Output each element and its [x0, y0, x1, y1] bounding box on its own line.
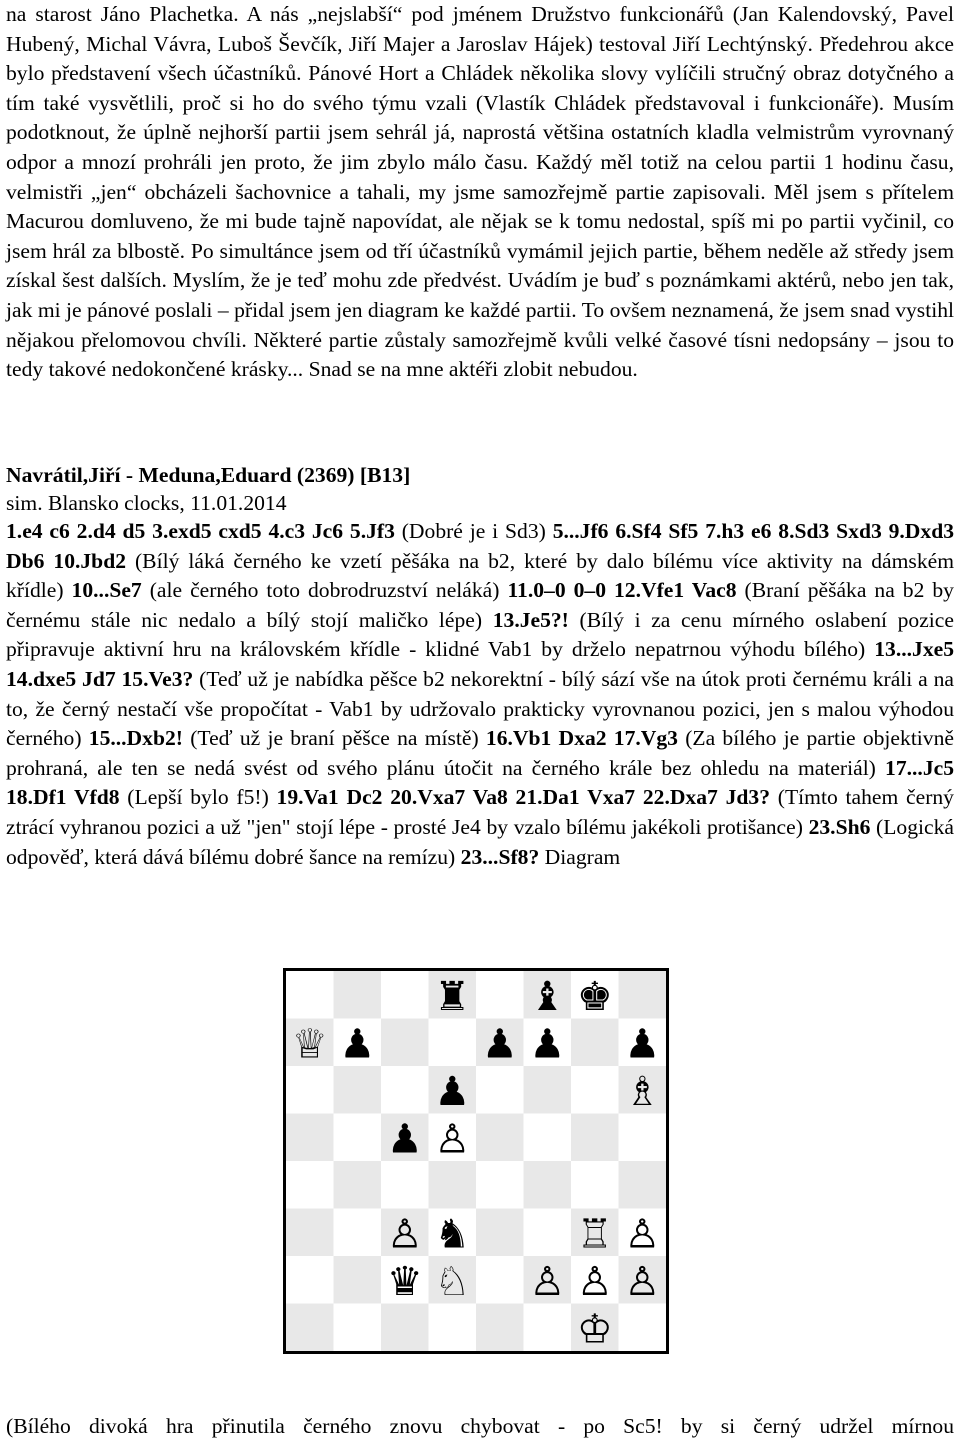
white-rook-icon: ♖: [576, 1211, 613, 1258]
board-square: [286, 1161, 334, 1209]
board-square: [286, 1256, 334, 1304]
move-text: 16.Vb1 Dxa2 17.Vg3: [485, 726, 678, 751]
move-text: (Dobré je i Sd3): [394, 519, 553, 543]
move-text: 13...Jxe5 14.dxe5 Jd7 15.Ve3?: [6, 637, 954, 691]
game-moves: [6, 517, 954, 872]
black-rook-icon: ♜: [434, 973, 471, 1020]
move-text: 23.Sh6: [808, 814, 871, 839]
chess-diagram: [283, 968, 669, 1354]
board-square: [429, 1304, 477, 1352]
move-text: 1.e4 c6 2.d4 d5 3.exd5 cxd5 4.c3 Jc6 5.Jf3: [6, 519, 395, 543]
white-pawn-icon: ♙: [434, 1116, 471, 1163]
white-queen-icon: ♕: [291, 1021, 328, 1068]
board-square: [381, 1304, 429, 1352]
move-text: (ale černého toto dobrodruzství neláká): [141, 578, 508, 603]
black-pawn-icon: ♟: [624, 1021, 661, 1068]
move-text: 17...Jc5 18.Df1 Vfd8: [6, 755, 954, 810]
board-square: [334, 1066, 382, 1114]
white-pawn-icon: ♙: [624, 1211, 661, 1258]
board-square: [286, 1066, 334, 1114]
black-pawn-icon: ♟: [339, 1021, 376, 1068]
move-text: 19.Va1 Dc2 20.Vxa7 Va8 21.Da1 Vxa7 22.Dxa7 Jd3?: [276, 785, 770, 810]
move-text: 11.0–0 0–0 12.Vfe1 Vac8: [507, 578, 737, 603]
game-event: sim. Blansko clocks, 11.01.2014: [6, 491, 287, 515]
black-pawn-icon: ♟: [386, 1116, 423, 1163]
chessboard: [283, 968, 669, 1354]
white-pawn-icon: ♙: [624, 1258, 661, 1305]
move-text: (Teď už je braní pěšce na místě): [182, 726, 486, 751]
move-text: (Bílý láká černého ke vzetí pěšáka na b2, které by dalo bílému více aktivity na dámském křídle): [6, 548, 954, 603]
board-square: [286, 1304, 334, 1352]
board-square: [381, 971, 429, 1019]
board-square: [476, 1114, 524, 1162]
board-square: [381, 1161, 429, 1209]
board-square: [524, 1161, 572, 1209]
board-square: [619, 971, 667, 1019]
board-square: [571, 1161, 619, 1209]
move-text: 13.Je5?!: [492, 607, 569, 632]
move-text: (Logická odpověď, která dává bílému dobré šance na remízu): [6, 814, 954, 869]
move-text: 23...Sf8?: [460, 844, 540, 869]
move-text: Diagram: [539, 844, 621, 869]
board-square: [286, 1209, 334, 1257]
board-square: [476, 1256, 524, 1304]
move-text: 10...Se7: [71, 578, 142, 603]
board-square: [619, 1304, 667, 1352]
game-header: [6, 461, 954, 517]
board-square: [334, 1304, 382, 1352]
black-pawn-icon: ♟: [529, 1021, 566, 1068]
black-king-icon: ♚: [576, 973, 613, 1020]
board-square: [334, 1209, 382, 1257]
move-text: (Braní pěšáka na b2 by černému stále nic nedalo a bílý stojí maličko lépe): [6, 578, 954, 632]
board-square: [524, 1114, 572, 1162]
move-text: 5...Jf6 6.Sf4 Sf5 7.h3 e6 8.Sd3 Sxd3 9.Dxd3 Db6 10.Jbd2: [6, 519, 955, 573]
diagram-caption: (Bílého divoká hra přinutila černého znovu chybovat - po Sc5! by si černý udržel mírnou: [6, 1414, 954, 1438]
board-square: [524, 1304, 572, 1352]
board-square: [571, 1019, 619, 1067]
board-square: [524, 1066, 572, 1114]
white-pawn-icon: ♙: [386, 1211, 423, 1258]
move-text: 15...Dxb2!: [88, 726, 183, 751]
move-text: (Lepší bylo f5!): [119, 785, 277, 810]
board-square: [476, 1161, 524, 1209]
board-square: [619, 1161, 667, 1209]
board-square: [476, 971, 524, 1019]
board-square: [476, 1066, 524, 1114]
black-pawn-icon: ♟: [434, 1068, 471, 1115]
intro-paragraph: [6, 0, 954, 385]
board-square: [381, 1066, 429, 1114]
board-square: [334, 1161, 382, 1209]
board-square: [571, 1114, 619, 1162]
game-players: Navrátil,Jiří - Meduna,Eduard (2369) [B13]: [6, 463, 411, 487]
board-square: [381, 1019, 429, 1067]
board-square: [334, 1256, 382, 1304]
intro-text: na starost Jáno Plachetka. A nás „nejslabší“ pod jménem Družstvo funkcionářů (Jan Kalendovský, Pavel Hubený, Michal Vávra, Luboš Ševčík, Jiří Majer a Jaroslav Hájek) testoval Jiří Lechtýnský. Předehrou akce bylo představení všech účastníků. Pánové Hort a Chládek několika slovy vylíčili stručný obraz dotyčného a tím také vysvětlili, proč si ho do svého týmu vzali (Vlastík Chládek představoval i funkcionáře). Musím podotknout, že úplně nejhorší partii jsem sehrál já, naprostá většina ostatních kladla velmistrům vyrovnaný odpor a mnozí prohráli jen proto, že jim zbylo málo času. Každý měl totiž na celou partii 1 hodinu času, velmistři „jen“ obcházeli šachovnice a tahali, my jsme samozřejmě partie zapisovali. Měl jsem s přítelem Macurou domluveno, že mi bude tajně napovídat, ale nějak se k tomu nedostal, spíš mi po partii vyčinil, co jsem hrál za blbostě. Po simultánce jsem od tří účastníků vymámil jejich partie, během neděle až středy jsem získal šest dalších. Myslím, že je teď mohu zde předvést. Uvádím je buď s poznámkami aktérů, nebo jen tak, jak mi je pánové poslali – přidal jsem jen diagram ke každé partii. To ovšem neznamená, že jsem snad vystihl nějakou přelomovou chvíli. Některé partie zůstaly samozřejmě kvůli velké časové tísni nedopsány – jsou to tedy takové nedokončené krásky... Snad se na mne aktéři zlobit nebudou.: [6, 2, 954, 382]
white-king-icon: ♔: [576, 1306, 613, 1353]
black-bishop-icon: ♝: [529, 973, 566, 1020]
board-square: [286, 971, 334, 1019]
black-pawn-icon: ♟: [481, 1021, 518, 1068]
white-pawn-icon: ♙: [529, 1258, 566, 1305]
white-pawn-icon: ♙: [576, 1258, 613, 1305]
board-square: [476, 1304, 524, 1352]
black-knight-icon: ♞: [434, 1211, 471, 1258]
board-square: [334, 1114, 382, 1162]
board-square: [286, 1114, 334, 1162]
white-bishop-icon: ♗: [624, 1068, 661, 1115]
board-square: [429, 1161, 477, 1209]
white-knight-icon: ♘: [434, 1258, 471, 1305]
board-square: [619, 1114, 667, 1162]
black-queen-icon: ♛: [386, 1258, 423, 1305]
move-text: (Tímto tahem černý ztrácí vyhranou pozici a už "jen" stojí lépe - prosté Je4 by vzalo bílému jakékoli protišance): [6, 785, 954, 839]
board-square: [571, 1066, 619, 1114]
board-square: [476, 1209, 524, 1257]
board-square: [524, 1209, 572, 1257]
board-square: [334, 971, 382, 1019]
move-text: (Bílý i za cenu mírného oslabení pozice připravuje aktivní hru na královském křídle - klidné Vab1 by drželo nepatrnou výhodu bílého): [6, 607, 954, 662]
board-square: [429, 1019, 477, 1067]
move-text: (Teď už je nabídka pěšce b2 nekorektní - bílý sází vše na útok proti černému králi a na to, že černý nestačí vše propočítat - Vab1 by udržovalo prakticky vyrovnanou pozici, jen s malou výhodou černého): [6, 666, 954, 751]
move-text: (Za bílého je partie objektivně prohraná, ale ten se nedá svést od svého plánu útočit na černého krále bez ohledu na materiál): [6, 726, 954, 780]
